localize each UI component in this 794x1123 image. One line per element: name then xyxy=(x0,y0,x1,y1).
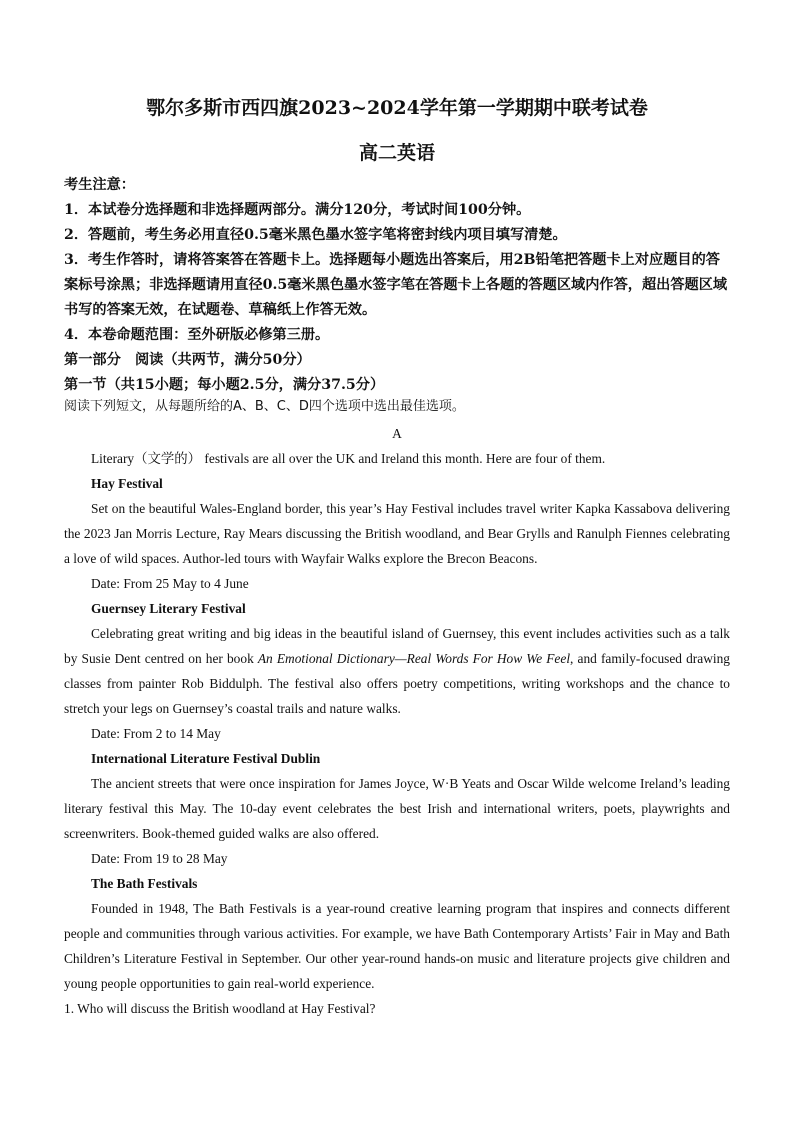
question-item: 1. Who will discuss the British woodland at Hay Festival? xyxy=(64,1001,376,1016)
festival-description: Founded in 1948, The Bath Festivals is a year-round creative learning program that inspires and connects different people and communities through various activities. For example, we have Bath Contemporary Artists’ Fair in May and Bath Children’s Literature Festival in September. Our other year-round hands-on music and literature projects give children and young people opportunities to gain real-world experience. xyxy=(64,901,730,991)
notice-item: 4．本卷命题范围：至外研版必修第三册。 xyxy=(64,327,330,343)
festival-name: International Literature Festival Dublin xyxy=(91,751,321,766)
festival-description: Set on the beautiful Wales-England border, this year’s Hay Festival includes travel writer Kapka Kassabova delivering the 2023 Jan Morris Lecture, Ray Mears discussing the British woodland, and Bear Grylls and Ranulph Fiennes celebrating a love of wild spaces. Author-led tours with Wayfair Walks explore the Brecon Beacons. xyxy=(64,501,730,566)
festival-name: The Bath Festivals xyxy=(91,876,198,891)
document-subtitle: 高二英语 xyxy=(358,142,435,164)
passage-label: A xyxy=(392,426,402,441)
section-instruction: 阅读下列短文，从每题所给的A、B、C、D四个选项中选出最佳选项。 xyxy=(64,399,465,414)
festival-name: Hay Festival xyxy=(91,476,163,491)
festival-description: The ancient streets that were once inspiration for James Joyce, W·B Yeats and Oscar Wilde welcome Ireland’s leading literary festival this May. The 10-day event celebrates the best Irish and international writers, poets, playwrights and screenwriters. Book-themed guided walks are also offered. xyxy=(64,776,730,841)
festival-text-before: Celebrating great writing and big ideas in the beautiful island of Guernsey, this event includes activities such as a talk by Susie Dent centred on her book xyxy=(64,626,730,666)
section-subsection-heading: 第一节（共15小题；每小题2.5分，满分37.5分） xyxy=(64,377,385,393)
festival-date: Date: From 25 May to 4 June xyxy=(91,576,249,591)
festival-text-after: , and family-focused drawing classes from painter Rob Biddulph. The festival also offers poetry competitions, writing workshops and the chance to stretch your legs on Guernsey’s coastal trails and nature walks. xyxy=(64,651,730,716)
festival-name: Guernsey Literary Festival xyxy=(91,601,246,616)
notice-item: 2．答题前，考生务必用直径0.5毫米黑色墨水签字笔将密封线内项目填写清楚。 xyxy=(64,227,567,243)
document-title: 鄂尔多斯市西四旗2023~2024学年第一学期期中联考试卷 xyxy=(146,97,648,119)
festival-date: Date: From 19 to 28 May xyxy=(91,851,228,866)
book-title: An Emotional Dictionary—Real Words For How We Feel xyxy=(257,651,571,666)
festival-description xyxy=(64,621,730,721)
festival-date: Date: From 2 to 14 May xyxy=(91,726,221,741)
reading-passage xyxy=(64,421,730,1021)
notice-label: 考生注意： xyxy=(64,177,135,193)
section-part-heading: 第一部分 阅读（共两节，满分50分） xyxy=(64,352,311,368)
notice-item: 3．考生作答时，请将答案答在答题卡上。选择题每小题选出答案后，用2B铅笔把答题卡上对应题目的答案标号涂黑；非选择题请用直径0.5毫米黑色墨水签字笔在答题卡上各题的答题区域内作答，超出答题区域书写的答案无效，在试题卷、草稿纸上作答无效。 xyxy=(64,252,728,318)
exam-notice xyxy=(64,173,734,398)
passage-intro: Literary（文学的） festivals are all over the UK and Ireland this month. Here are four of them. xyxy=(91,451,606,466)
notice-item: 1．本试卷分选择题和非选择题两部分。满分120分，考试时间100分钟。 xyxy=(64,202,531,218)
